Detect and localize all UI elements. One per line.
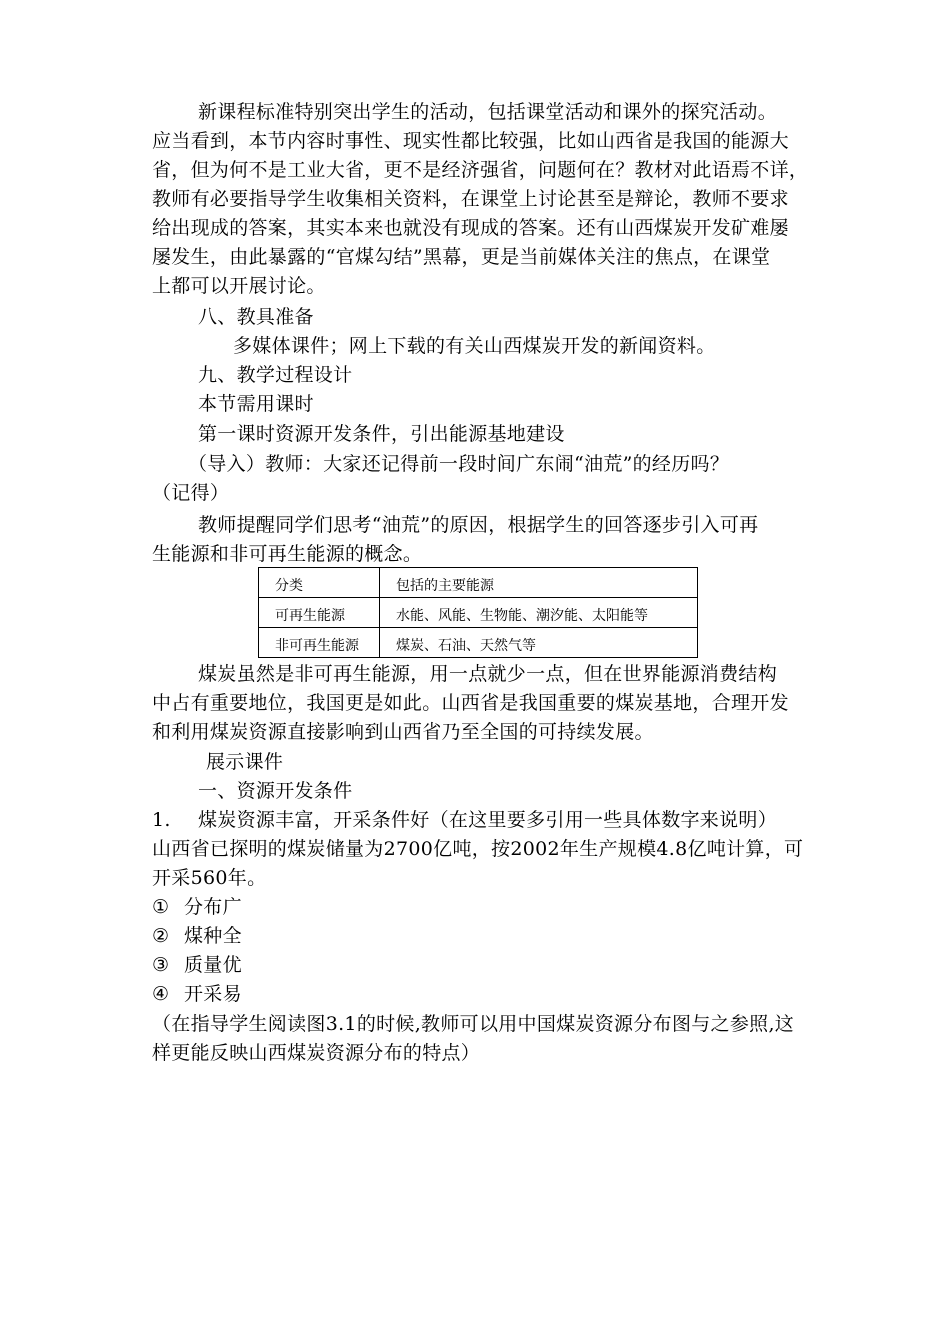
coal-paragraph-line-1: 煤炭虽然是非可再生能源，用一点就少一点，但在世界能源消费结构	[198, 663, 778, 685]
energy-classification-table	[258, 567, 698, 658]
reserve-line-2: 开采560年。	[152, 867, 267, 889]
closing-note-line-1: （在指导学生阅读图3.1的时候,教师可以用中国煤炭资源分布图与之参照,这	[152, 1013, 795, 1035]
table-header-cell: 分类	[259, 568, 380, 598]
table-row	[259, 598, 698, 628]
feature-text: 分布广	[184, 896, 242, 918]
feature-marker: ④	[152, 983, 170, 1005]
intro-line-5: 给出现成的答案，其实本来也就没有现成的答案。还有山西煤炭开发矿难屡	[152, 217, 789, 239]
item-1-number: 1.	[152, 809, 171, 831]
feature-marker: ③	[152, 954, 170, 976]
teacher-prompt-line-1: 教师提醒同学们思考“油荒”的原因，根据学生的回答逐步引入可再	[198, 514, 759, 536]
table-cell: 水能、风能、生物能、潮汐能、太阳能等	[380, 598, 698, 628]
section-8-content: 多媒体课件；网上下载的有关山西煤炭开发的新闻资料。	[233, 335, 716, 357]
intro-line-3: 省，但为何不是工业大省，更不是经济强省，问题何在？教材对此语焉不详，	[152, 159, 809, 181]
intro-line-6: 屡发生，由此暴露的“官煤勾结”黑幕，更是当前媒体关注的焦点，在课堂	[152, 246, 771, 268]
intro-line-2: 应当看到，本节内容时事性、现实性都比较强，比如山西省是我国的能源大	[152, 130, 789, 152]
part-1-heading: 一、资源开发条件	[198, 780, 353, 802]
feature-text: 质量优	[184, 954, 242, 976]
table-cell: 非可再生能源	[259, 628, 380, 658]
intro-question-line-2: （记得）	[152, 482, 230, 504]
item-1-text: 煤炭资源丰富，开采条件好（在这里要多引用一些具体数字来说明）	[198, 809, 778, 831]
table-header-cell: 包括的主要能源	[380, 568, 698, 598]
section-8-heading: 八、教具准备	[198, 306, 314, 328]
teacher-prompt-line-2: 生能源和非可再生能源的概念。	[152, 543, 423, 565]
intro-line-7: 上都可以开展讨论。	[152, 275, 326, 297]
feature-marker: ②	[152, 925, 170, 947]
table-cell: 煤炭、石油、天然气等	[380, 628, 698, 658]
coal-paragraph-line-2: 中占有重要地位，我国更是如此。山西省是我国重要的煤炭基地，合理开发	[152, 692, 789, 714]
table-cell: 可再生能源	[259, 598, 380, 628]
lesson-hours: 本节需用课时	[198, 393, 314, 415]
feature-marker: ①	[152, 896, 170, 918]
intro-question-line-1: （导入）教师：大家还记得前一段时间广东闹“油荒”的经历吗？	[188, 453, 730, 475]
section-9-heading: 九、教学过程设计	[198, 364, 353, 386]
feature-text: 煤种全	[184, 925, 242, 947]
feature-text: 开采易	[184, 983, 242, 1005]
coal-paragraph-line-3: 和利用煤炭资源直接影响到山西省乃至全国的可持续发展。	[152, 721, 654, 743]
closing-note-line-2: 样更能反映山西煤炭资源分布的特点）	[152, 1042, 481, 1064]
reserve-line-1: 山西省已探明的煤炭储量为2700亿吨，按2002年生产规模4.8亿吨计算，可	[152, 838, 804, 860]
table-row	[259, 628, 698, 658]
lesson-1-title: 第一课时资源开发条件，引出能源基地建设	[198, 423, 565, 445]
intro-line-4: 教师有必要指导学生收集相关资料，在课堂上讨论甚至是辩论，教师不要求	[152, 188, 789, 210]
show-courseware: 展示课件	[206, 751, 284, 773]
intro-line-1: 新课程标准特别突出学生的活动，包括课堂活动和课外的探究活动。	[198, 101, 778, 123]
table-header-row	[259, 568, 698, 598]
